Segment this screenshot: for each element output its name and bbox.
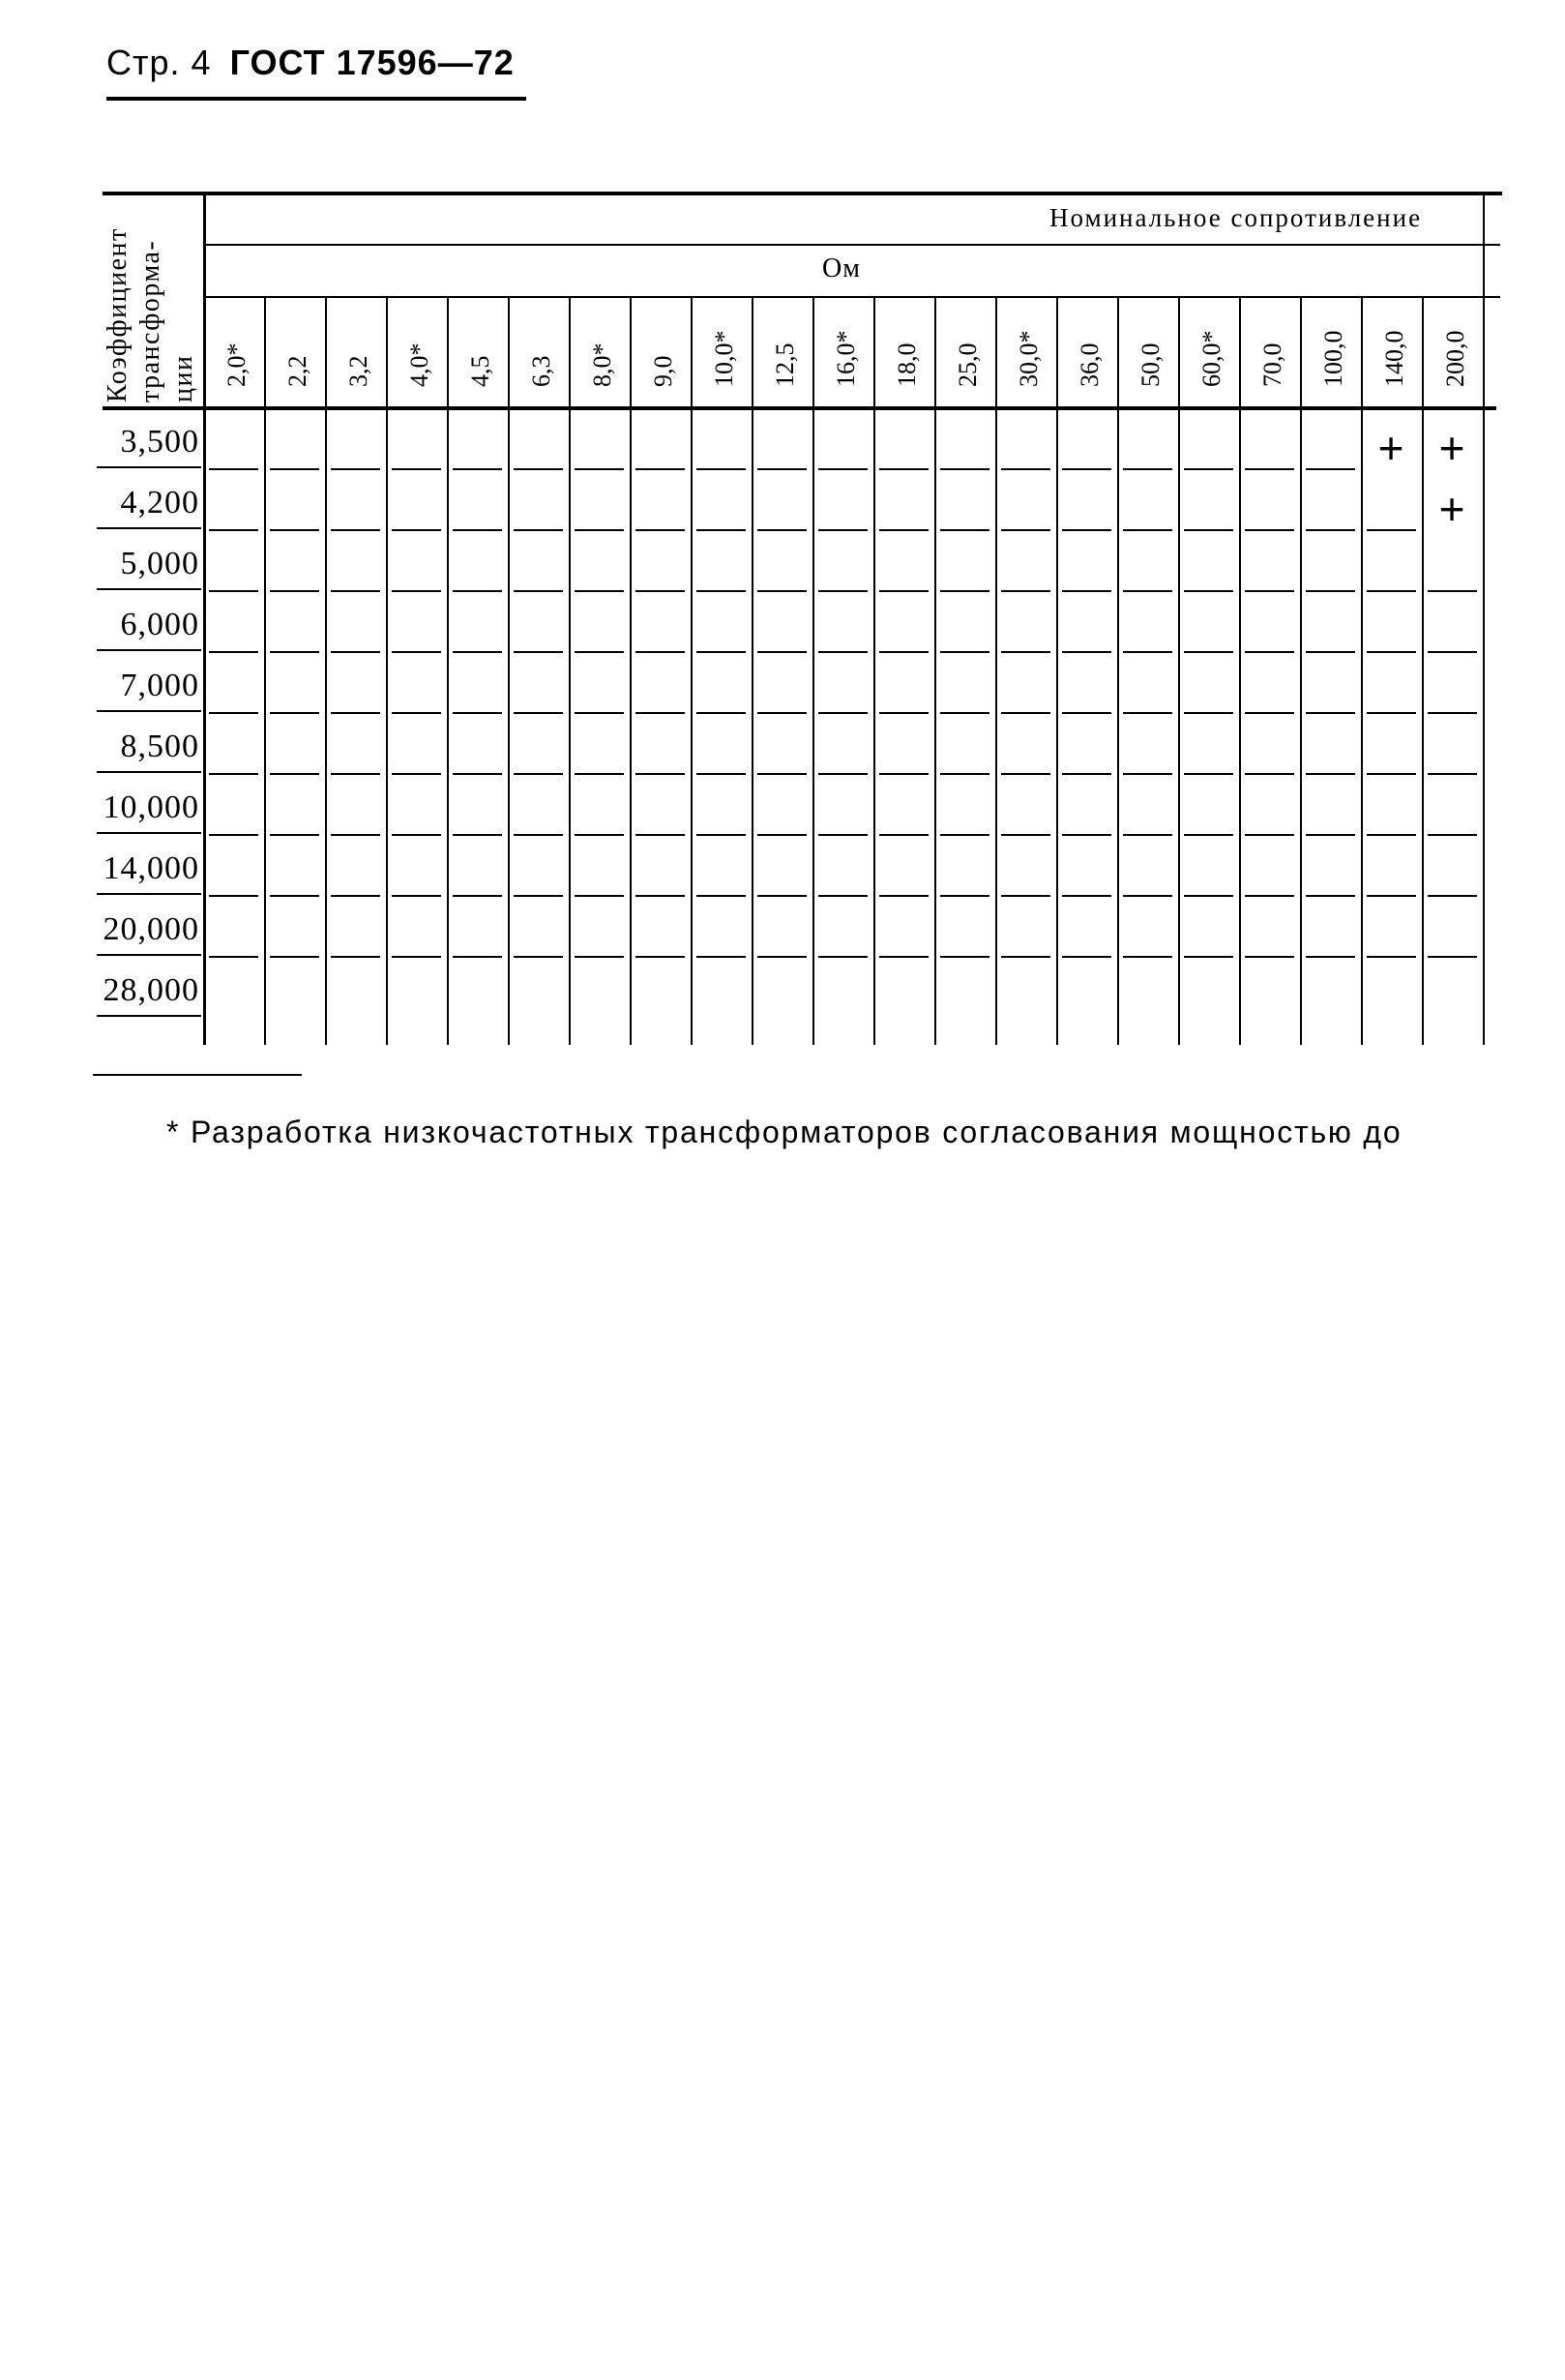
cell-dash [392, 468, 441, 470]
row-coefficient: 20,000 [103, 911, 199, 947]
column-label: 10,0* [710, 330, 738, 387]
cell-dash [635, 651, 685, 653]
column-divider [1361, 298, 1363, 1045]
column-label: 4,5 [466, 355, 494, 387]
cell-dash [1245, 956, 1294, 958]
cell-dash [696, 590, 746, 592]
cell-dash [1306, 895, 1355, 897]
cell-dash [1367, 590, 1416, 592]
cell-dash [696, 529, 746, 531]
cell-dash [209, 651, 258, 653]
column-label: 2,2 [283, 355, 311, 387]
cell-dash [1062, 895, 1111, 897]
cell-dash [392, 712, 441, 714]
cell-dash [818, 712, 868, 714]
cell-dash [575, 651, 624, 653]
cell-dash [575, 895, 624, 897]
cell-dash [635, 895, 685, 897]
cell-dash [331, 834, 380, 836]
cell-plus: + [1438, 484, 1465, 534]
cell-dash [757, 895, 807, 897]
cell-dash [1123, 529, 1172, 531]
coefficient-underline [97, 771, 201, 773]
column-label: 9,0 [649, 355, 677, 387]
column-label: 16,0* [832, 330, 860, 387]
coefficient-underline [97, 588, 201, 590]
header-bottom-rule [103, 406, 1496, 410]
cell-dash [514, 529, 563, 531]
column-divider [812, 298, 814, 1045]
cell-dash [331, 895, 380, 897]
cell-dash [270, 773, 319, 775]
column-divider [1056, 298, 1058, 1045]
row-coefficient: 5,000 [120, 546, 199, 581]
row-header [97, 203, 205, 402]
coefficient-underline [97, 954, 201, 956]
cell-dash [392, 956, 441, 958]
column-divider [569, 298, 571, 1045]
cell-dash [331, 529, 380, 531]
cell-dash [1001, 590, 1050, 592]
cell-dash [1001, 651, 1050, 653]
cell-dash [209, 468, 258, 470]
cell-dash [757, 590, 807, 592]
column-label: 4,0* [405, 342, 433, 387]
row-header-line-2: трансформа- [135, 239, 165, 402]
cell-dash [1001, 895, 1050, 897]
cell-dash [514, 956, 563, 958]
cell-dash [757, 773, 807, 775]
cell-dash [575, 712, 624, 714]
cell-dash [331, 956, 380, 958]
unit-rule [203, 296, 1500, 298]
cell-dash [392, 773, 441, 775]
cell-dash [1306, 590, 1355, 592]
cell-dash [696, 712, 746, 714]
column-divider [630, 298, 632, 1045]
cell-dash [940, 590, 989, 592]
cell-dash [696, 468, 746, 470]
cell-dash [453, 712, 502, 714]
column-label: 36,0 [1076, 342, 1104, 387]
cell-dash [696, 651, 746, 653]
column-label: 100,0 [1319, 330, 1347, 387]
cell-dash [1062, 956, 1111, 958]
cell-dash [696, 834, 746, 836]
cell-dash [879, 712, 929, 714]
cell-dash [1428, 651, 1477, 653]
cell-dash [270, 529, 319, 531]
cell-dash [818, 468, 868, 470]
cell-dash [1123, 895, 1172, 897]
cell-dash [514, 895, 563, 897]
cell-dash [1184, 712, 1233, 714]
cell-dash [757, 651, 807, 653]
cell-dash [757, 468, 807, 470]
cell-dash [1123, 834, 1172, 836]
cell-dash [1245, 773, 1294, 775]
coefficient-underline [97, 466, 201, 468]
column-label: 8,0* [588, 342, 616, 387]
cell-dash [818, 651, 868, 653]
cell-dash [270, 956, 319, 958]
column-divider [508, 298, 510, 1045]
cell-dash [1367, 956, 1416, 958]
cell-dash [818, 590, 868, 592]
cell-dash [1306, 773, 1355, 775]
cell-dash [1245, 834, 1294, 836]
row-coefficient: 4,200 [120, 485, 199, 521]
caption-nominal-resistance: Номинальное сопротивление [1049, 203, 1423, 232]
cell-dash [1123, 773, 1172, 775]
cell-dash [757, 834, 807, 836]
cell-dash [514, 773, 563, 775]
cell-dash [635, 468, 685, 470]
column-divider [325, 298, 327, 1045]
column-label: 2,0* [222, 342, 251, 387]
row-coefficient: 8,500 [120, 729, 199, 764]
footnote-rule [93, 1074, 302, 1076]
cell-dash [818, 834, 868, 836]
cell-dash [940, 773, 989, 775]
column-divider [386, 298, 388, 1045]
cell-dash [1184, 590, 1233, 592]
row-coefficient: 7,000 [120, 668, 199, 703]
footnote: * Разработка низкочастотных трансформаторов согласования мощностью до [166, 1115, 1403, 1149]
cell-plus: + [1438, 423, 1465, 473]
cell-dash [635, 956, 685, 958]
column-label: 200,0 [1441, 330, 1469, 387]
column-label: 70,0 [1258, 342, 1286, 387]
cell-dash [635, 834, 685, 836]
cell-dash [879, 590, 929, 592]
cell-dash [1306, 834, 1355, 836]
cell-dash [1062, 773, 1111, 775]
cell-dash [453, 651, 502, 653]
cell-dash [1001, 956, 1050, 958]
cell-dash [209, 529, 258, 531]
coefficient-underline [97, 649, 201, 651]
standard-number: ГОСТ 17596—72 [229, 43, 515, 82]
column-divider [995, 298, 997, 1045]
column-label: 30,0* [1015, 330, 1043, 387]
cell-dash [392, 651, 441, 653]
cell-dash [1123, 651, 1172, 653]
cell-dash [1001, 712, 1050, 714]
column-divider [1422, 298, 1424, 1045]
cell-dash [940, 651, 989, 653]
row-header-divider [203, 192, 206, 1045]
cell-dash [514, 712, 563, 714]
cell-dash [1306, 529, 1355, 531]
cell-dash [1367, 529, 1416, 531]
cell-dash [879, 956, 929, 958]
cell-dash [270, 895, 319, 897]
cell-dash [1123, 468, 1172, 470]
cell-dash [575, 468, 624, 470]
cell-dash [1184, 895, 1233, 897]
cell-dash [1184, 956, 1233, 958]
cell-dash [575, 956, 624, 958]
header-rule [106, 97, 526, 101]
cell-dash [453, 895, 502, 897]
cell-dash [1306, 651, 1355, 653]
column-label: 12,5 [771, 342, 799, 387]
cell-dash [514, 834, 563, 836]
column-divider [447, 298, 449, 1045]
cell-dash [392, 834, 441, 836]
cell-dash [575, 590, 624, 592]
page-header [106, 43, 515, 83]
cell-dash [270, 834, 319, 836]
cell-dash [940, 468, 989, 470]
column-label: 60,0* [1197, 330, 1225, 387]
cell-dash [696, 956, 746, 958]
cell-dash [1001, 834, 1050, 836]
cell-dash [1062, 834, 1111, 836]
cell-dash [635, 529, 685, 531]
cell-dash [1001, 468, 1050, 470]
cell-dash [270, 712, 319, 714]
cell-dash [209, 773, 258, 775]
cell-dash [514, 651, 563, 653]
cell-dash [1062, 529, 1111, 531]
cell-dash [818, 895, 868, 897]
cell-dash [879, 834, 929, 836]
cell-dash [1184, 773, 1233, 775]
cell-dash [1062, 712, 1111, 714]
row-coefficient: 3,500 [120, 424, 199, 460]
cell-dash [1245, 529, 1294, 531]
cell-dash [453, 468, 502, 470]
cell-dash [757, 956, 807, 958]
cell-dash [940, 956, 989, 958]
cell-dash [818, 529, 868, 531]
cell-dash [696, 773, 746, 775]
cell-dash [1367, 712, 1416, 714]
cell-plus: + [1377, 423, 1404, 473]
cell-dash [940, 895, 989, 897]
coefficient-underline [97, 893, 201, 895]
cell-dash [757, 712, 807, 714]
column-label: 140,0 [1380, 330, 1408, 387]
cell-dash [209, 956, 258, 958]
cell-dash [331, 590, 380, 592]
cell-dash [1306, 712, 1355, 714]
cell-dash [1184, 468, 1233, 470]
column-divider [1117, 298, 1119, 1045]
column-label: 3,2 [344, 355, 372, 387]
row-coefficient: 28,000 [103, 972, 199, 1008]
cell-dash [453, 529, 502, 531]
cell-dash [209, 590, 258, 592]
cell-dash [331, 773, 380, 775]
cell-dash [1245, 712, 1294, 714]
row-coefficient: 6,000 [120, 607, 199, 642]
coefficient-underline [97, 527, 201, 529]
row-coefficient: 10,000 [103, 789, 199, 825]
cell-dash [879, 895, 929, 897]
caption-rule [203, 244, 1500, 246]
cell-dash [270, 468, 319, 470]
cell-dash [879, 651, 929, 653]
cell-dash [453, 956, 502, 958]
cell-dash [940, 712, 989, 714]
row-header-line-1: Коэффициент [103, 227, 133, 402]
column-divider [1239, 298, 1241, 1045]
cell-dash [1001, 529, 1050, 531]
table-top-rule [103, 192, 1502, 195]
cell-dash [1428, 956, 1477, 958]
column-divider [934, 298, 936, 1045]
column-divider [264, 298, 266, 1045]
cell-dash [818, 773, 868, 775]
cell-dash [1367, 834, 1416, 836]
cell-dash [1184, 529, 1233, 531]
cell-dash [1123, 956, 1172, 958]
cell-dash [696, 895, 746, 897]
cell-dash [1001, 773, 1050, 775]
cell-dash [209, 834, 258, 836]
cell-dash [1428, 590, 1477, 592]
column-divider [691, 298, 693, 1045]
cell-dash [879, 468, 929, 470]
coefficient-underline [97, 710, 201, 712]
cell-dash [331, 468, 380, 470]
cell-dash [1245, 651, 1294, 653]
cell-dash [635, 712, 685, 714]
cell-dash [1245, 468, 1294, 470]
cell-dash [1245, 590, 1294, 592]
cell-dash [514, 468, 563, 470]
cell-dash [1367, 651, 1416, 653]
cell-dash [270, 590, 319, 592]
page-number: Стр. 4 [106, 43, 212, 82]
cell-dash [514, 590, 563, 592]
cell-dash [392, 590, 441, 592]
cell-dash [392, 529, 441, 531]
cell-dash [1062, 468, 1111, 470]
cell-dash [940, 529, 989, 531]
cell-dash [1367, 895, 1416, 897]
cell-dash [1367, 773, 1416, 775]
cell-dash [1062, 651, 1111, 653]
cell-dash [270, 651, 319, 653]
row-header-line-3: ции [168, 354, 198, 402]
cell-dash [575, 834, 624, 836]
column-label: 25,0 [954, 342, 982, 387]
cell-dash [209, 712, 258, 714]
cell-dash [879, 773, 929, 775]
cell-dash [453, 590, 502, 592]
cell-dash [1123, 590, 1172, 592]
coefficient-underline [97, 1015, 201, 1017]
caption-unit: Ом [822, 253, 861, 283]
cell-dash [1306, 956, 1355, 958]
cell-dash [818, 956, 868, 958]
column-label: 18,0 [893, 342, 921, 387]
cell-dash [209, 895, 258, 897]
cell-dash [575, 773, 624, 775]
cell-dash [1428, 773, 1477, 775]
cell-dash [453, 834, 502, 836]
cell-dash [1428, 895, 1477, 897]
cell-dash [757, 529, 807, 531]
cell-dash [1062, 590, 1111, 592]
cell-dash [1184, 651, 1233, 653]
coefficient-underline [97, 832, 201, 834]
cell-dash [1123, 712, 1172, 714]
column-divider [1300, 298, 1302, 1045]
cell-dash [940, 834, 989, 836]
column-divider [1483, 193, 1485, 1045]
row-coefficient: 14,000 [103, 850, 199, 886]
column-label: 6,3 [527, 355, 555, 387]
cell-dash [1306, 468, 1355, 470]
cell-dash [635, 773, 685, 775]
cell-dash [1184, 834, 1233, 836]
column-label: 50,0 [1137, 342, 1165, 387]
column-divider [1178, 298, 1180, 1045]
cell-dash [453, 773, 502, 775]
cell-dash [1428, 712, 1477, 714]
cell-dash [331, 712, 380, 714]
cell-dash [1428, 834, 1477, 836]
cell-dash [635, 590, 685, 592]
column-divider [873, 298, 875, 1045]
column-divider [752, 298, 753, 1045]
cell-dash [879, 529, 929, 531]
cell-dash [392, 895, 441, 897]
cell-dash [331, 651, 380, 653]
cell-dash [575, 529, 624, 531]
cell-dash [1245, 895, 1294, 897]
